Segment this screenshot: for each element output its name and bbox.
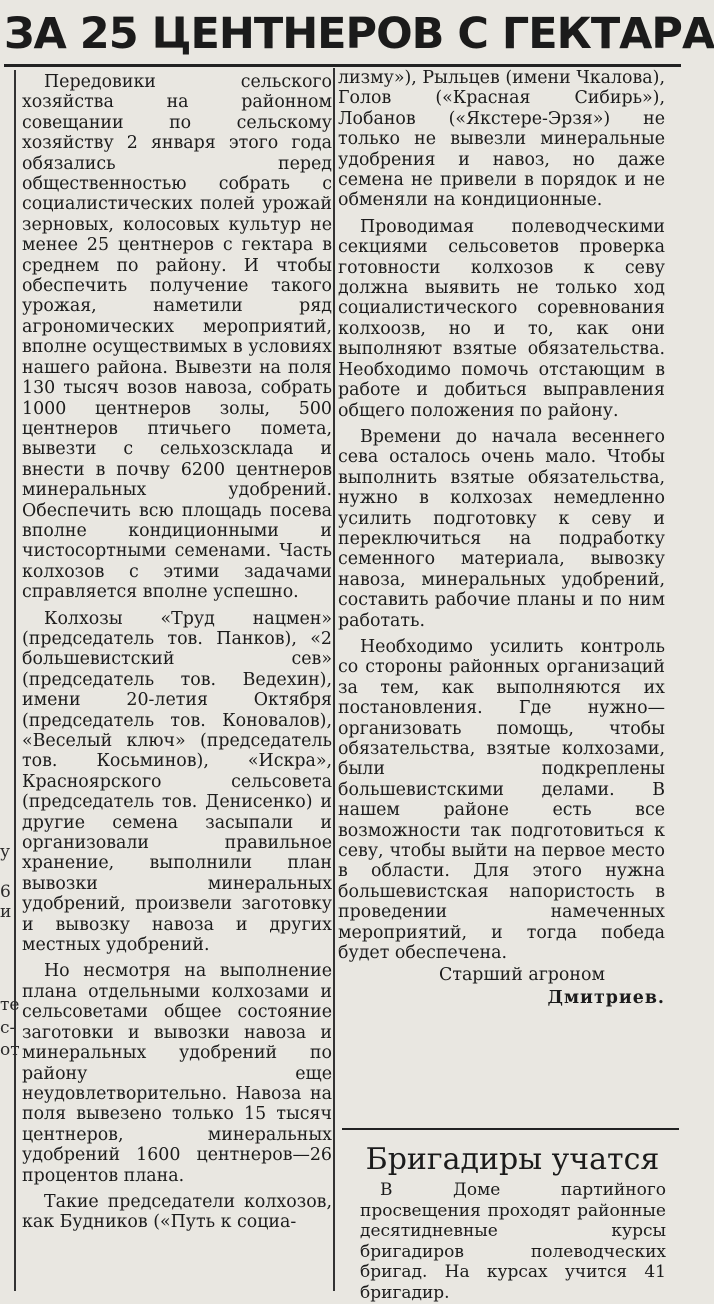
paragraph: Необходимо усилить контроль со стороны районных организаций за тем, как выполняются их постановления. Где нужно—организовать помощь, чтобы обязательства, взятые колхозами, были подкреплены большевистскими делами. В нашем районе есть все возможности так подготовиться к севу, чтобы выйти на первое место в области. Для этого нужна большевистская напористость в проведении намеченных мероприятий, и тогда победа будет обеспечена.	[338, 636, 665, 964]
paragraph: Времени до начала весеннего сева осталось очень мало. Чтобы выполнить взятые обязательства, нужно в колхозах немедленно усилить подготовку к севу и переключиться на подработку семенного материала, вывозку навоза, минеральных удобрений, составить рабочие планы и по ним работать.	[338, 426, 665, 631]
paragraph: Но несмотря на выполнение плана отдельными колхозами и сельсоветами общее состояние заготовки и вывозки навоза и минеральных удобрений по району еще неудовлетворительно. Навоза на поля вывезено только 15 тысяч центнеров, минеральных удобрений 1600 центнеров—26 процентов плана.	[22, 961, 332, 1186]
edge-fragment: те	[0, 995, 20, 1015]
left-article-column	[22, 72, 332, 1287]
sub-article-rule	[342, 1128, 679, 1130]
right-article-column	[338, 68, 665, 1118]
edge-fragment: от	[0, 1040, 20, 1060]
paragraph: Такие председатели колхозов, как Будников («Путь к социа-	[22, 1191, 332, 1233]
headline-rule	[4, 64, 681, 67]
headline: ЗА 25 ЦЕНТНЕРОВ С ГЕКТАРА	[4, 9, 714, 59]
paragraph: Проводимая полеводческими секциями сельсоветов проверка готовности колхозов к севу должна выявить не только ход социалистического соревнования колхоозв, но и то, как они выполняют взятые обязательства. Необходимо помочь отстающим в работе и добиться выправления общего положения по району.	[338, 216, 665, 421]
column-divider	[333, 68, 335, 1291]
edge-fragment: и	[0, 902, 12, 922]
edge-fragment: с-	[0, 1018, 16, 1038]
paragraph: Передовики сельского хозяйства на районном совещании по сельскому хозяйству 2 января этого года обязались перед общественностью собрать с социалистических полей урожай зерновых, колосовых культур не менее 25 центнеров с гектара в среднем по району. И чтобы обеспечить получение такого урожая, наметили ряд агрономических мероприятий, вполне осуществимых в условиях нашего района. Вывезти на поля 130 тысяч возов навоза, собрать 1000 центнеров золы, 500 центнеров птичьего помета, вывезти с сельхозсклада и внести в почву 6200 центнеров минеральных удобрений. Обеспечить всю площадь посева вполне кондиционными и чистосортными семенами. Часть колхозов с этими задачами справляется вполне успешно.	[22, 72, 332, 603]
paragraph: Колхозы «Труд нацмен» (председатель тов. Панков), «2 большевистский сев» (председатель тов. Ведехин), имени 20-летия Октября (председатель тов. Коновалов), «Веселый ключ» (председатель тов. Косьминов), «Искра», Красноярского сельсовета (председатель тов. Денисенко) и другие семена засыпали и организовали правильное хранение, выполнили план вывозки минеральных удобрений, произвели заготовку и вывозку навоза и других местных удобрений.	[22, 608, 332, 956]
sub-article-text	[360, 1180, 666, 1303]
signature	[338, 965, 665, 1008]
signature-author: Дмитриев.	[547, 987, 665, 1008]
paragraph: лизму»), Рыльцев (имени Чкалова), Голов («Красная Сибирь»), Лобанов («Якстере-Эрзя») не только не вывезли минеральные удобрения и навоз, но даже семена не привели в порядок и не обменяли на кондиционные.	[338, 68, 665, 211]
sub-article-title: Бригадиры учатся	[365, 1142, 660, 1177]
signature-role: Старший агроном	[439, 965, 605, 986]
paragraph: В Доме партийного просвещения проходят районные десятидневные курсы бригадиров полеводческих бригад. На курсах учится 41 бригадир.	[360, 1180, 666, 1303]
edge-fragment: 6	[0, 882, 11, 902]
edge-fragment: у	[0, 842, 11, 862]
left-column-rule	[14, 70, 16, 1291]
